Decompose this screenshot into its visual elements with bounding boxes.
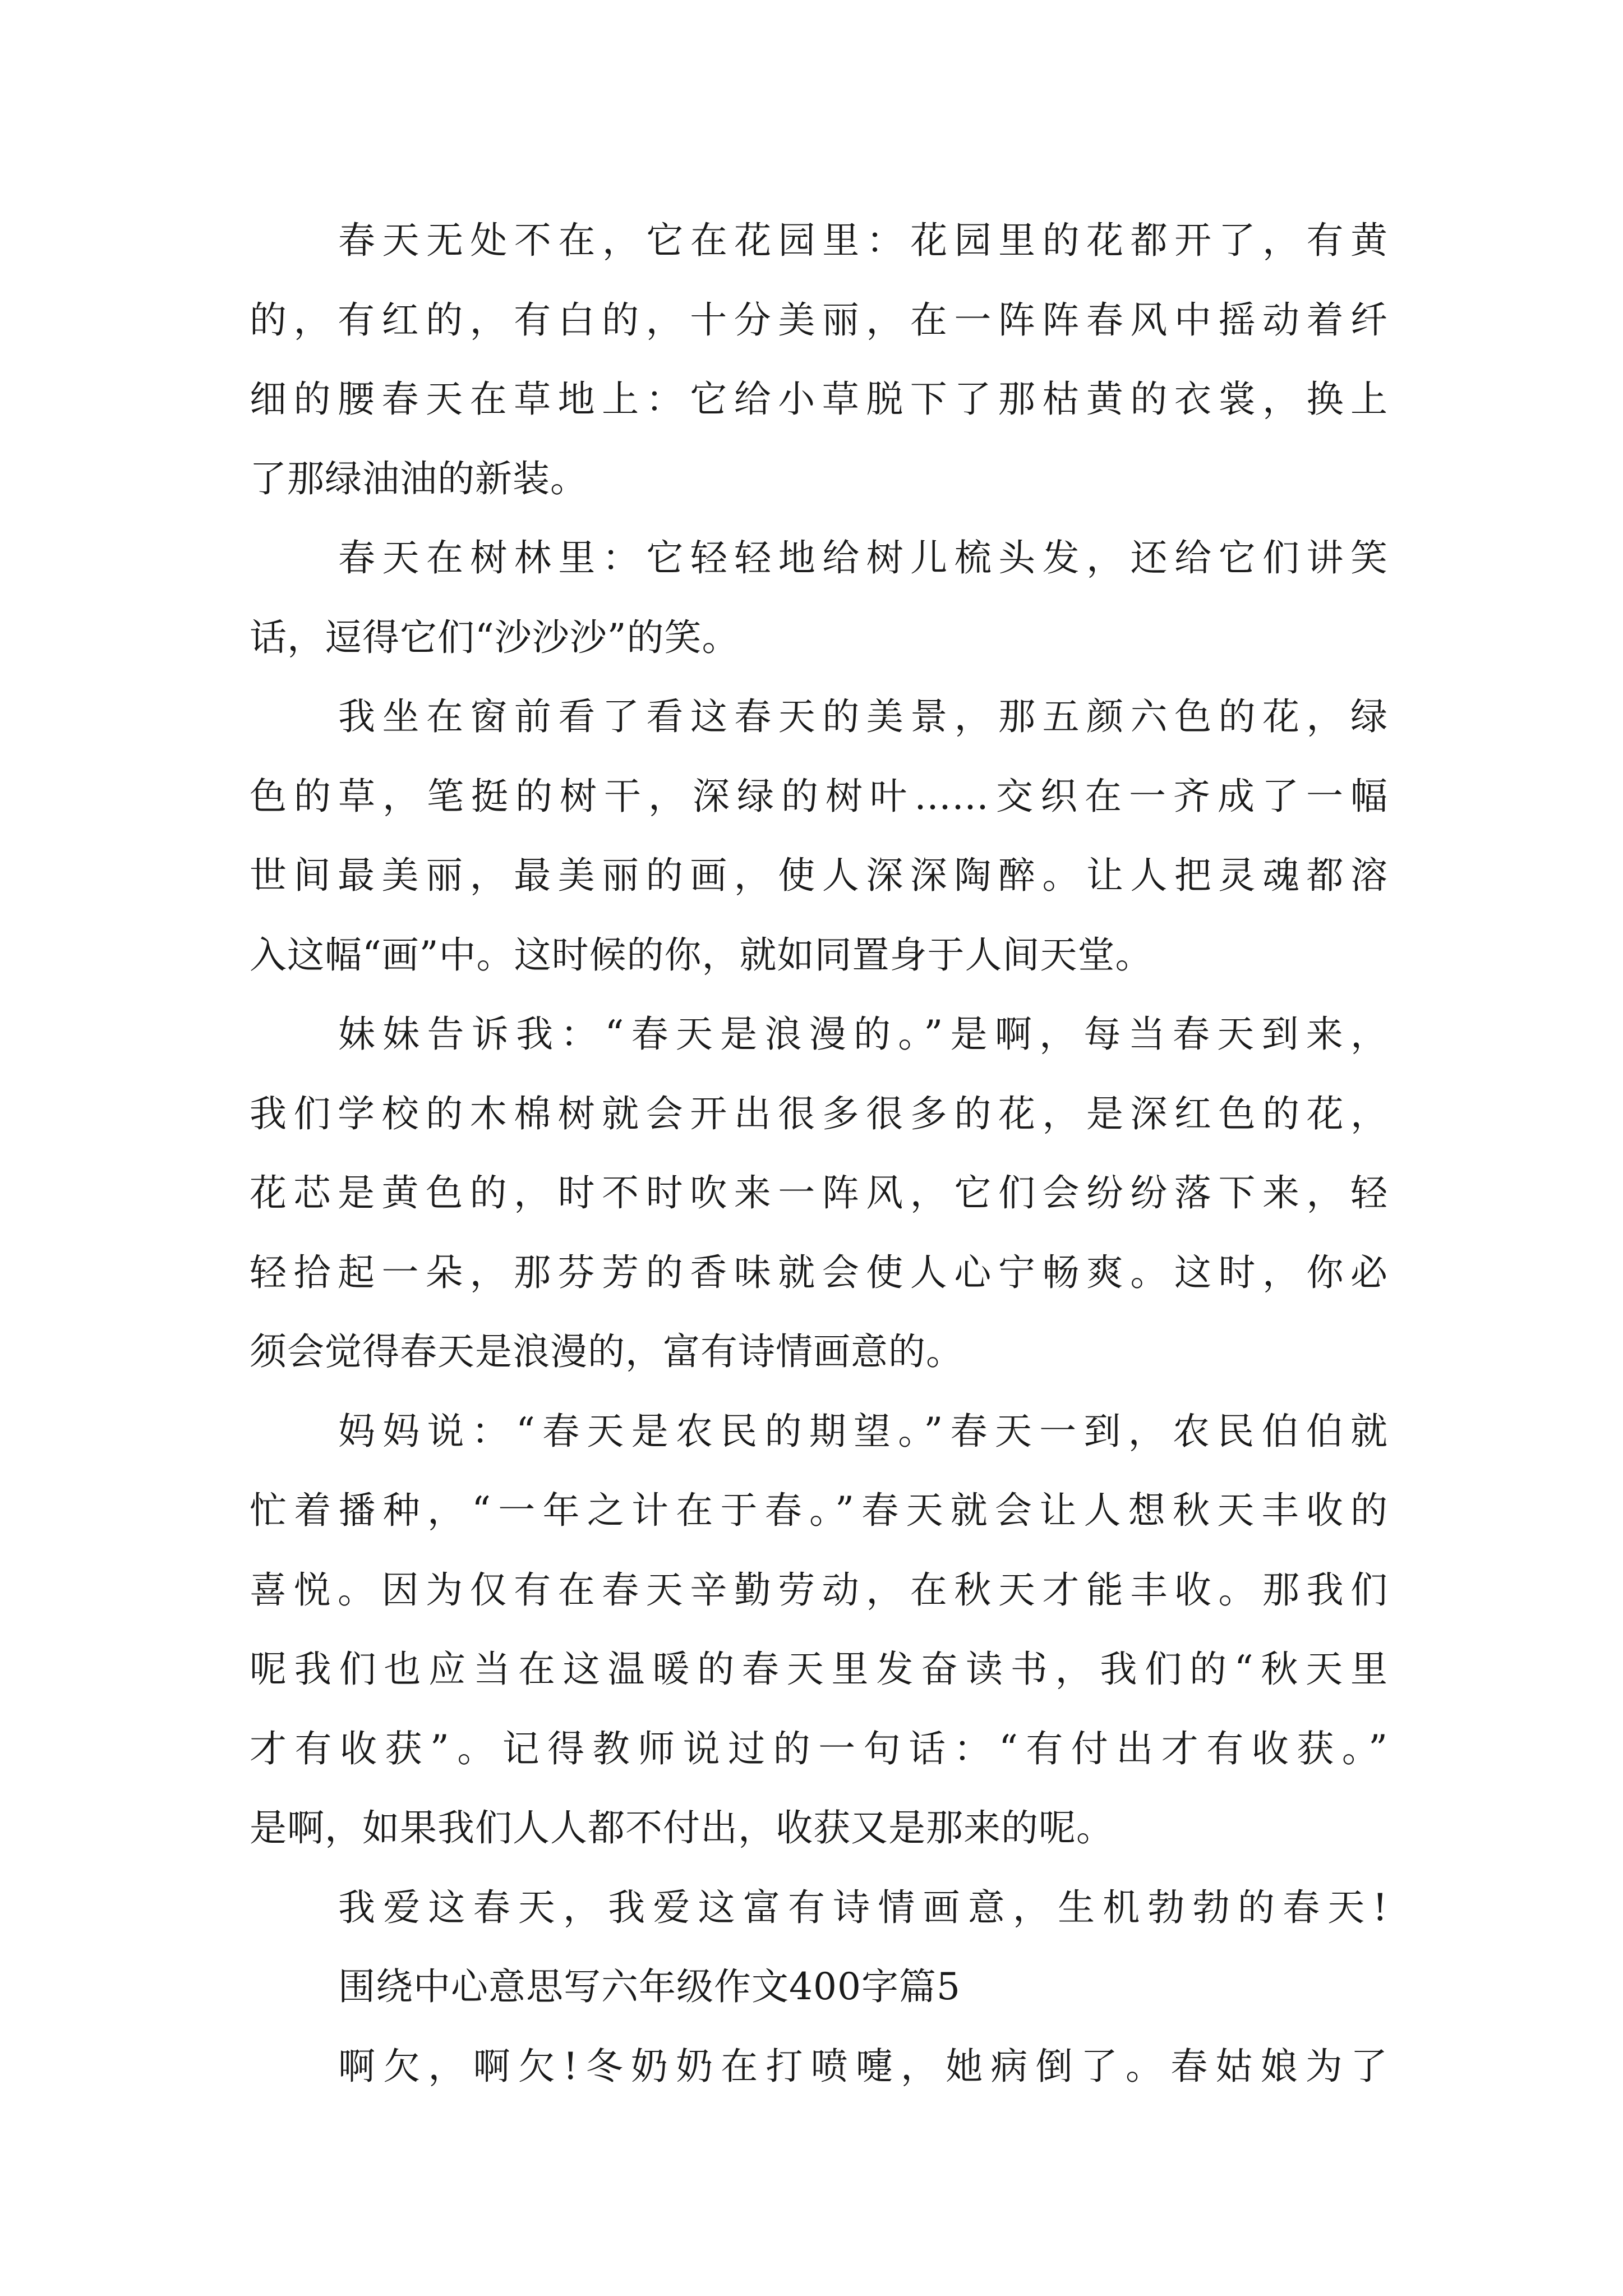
- text-line: 世间最美丽，最美丽的画，使人深深陶醉。让人把灵魂都溶: [250, 854, 1388, 897]
- text-line: 话，逗得它们“沙沙沙”的笑。: [250, 615, 740, 659]
- text-line: 春天无处不在，它在花园里：花园里的花都开了，有黄: [338, 219, 1388, 262]
- text-line: 啊欠，啊欠!冬奶奶在打喷嚏，她病倒了。春姑娘为了: [338, 2044, 1388, 2088]
- document-body: [250, 201, 1388, 2106]
- text-line: 才有收获”。记得教师说过的一句话：“有付出才有收获。”: [250, 1727, 1388, 1770]
- text-line: 春天在树林里：它轻轻地给树儿梳头发，还给它们讲笑: [338, 536, 1388, 579]
- text-line: 轻拾起一朵，那芬芳的香味就会使人心宁畅爽。这时，你必: [250, 1250, 1388, 1294]
- text-line: 我爱这春天，我爱这富有诗情画意，生机勃勃的春天!: [338, 1885, 1388, 1929]
- text-line: 的，有红的，有白的，十分美丽，在一阵阵春风中摇动着纤: [250, 298, 1388, 342]
- text-line: 入这幅“画”中。这时候的你，就如同置身于人间天堂。: [250, 933, 1153, 977]
- text-line: 妈妈说：“春天是农民的期望。”春天一到，农民伯伯就: [338, 1409, 1388, 1453]
- text-line: 呢我们也应当在这温暖的春天里发奋读书，我们的“秋天里: [250, 1648, 1388, 1691]
- text-line: 细的腰春天在草地上：它给小草脱下了那枯黄的衣裳，换上: [250, 378, 1388, 421]
- text-line: 妹妹告诉我：“春天是浪漫的。”是啊，每当春天到来，: [338, 1013, 1388, 1056]
- text-line: 忙着播种，“一年之计在于春。”春天就会让人想秋天丰收的: [250, 1489, 1388, 1532]
- text-line: 是啊，如果我们人人都不付出，收获又是那来的呢。: [250, 1806, 1114, 1849]
- text-line: 喜悦。因为仅有在春天辛勤劳动，在秋天才能丰收。那我们: [250, 1568, 1388, 1612]
- text-line: 色的草，笔挺的树干，深绿的树叶……交织在一齐成了一幅: [250, 774, 1388, 818]
- text-line: 须会觉得春天是浪漫的，富有诗情画意的。: [250, 1330, 963, 1373]
- text-line: 我坐在窗前看了看这春天的美景，那五颜六色的花，绿: [338, 695, 1388, 738]
- text-line: 花芯是黄色的，时不时吹来一阵风，它们会纷纷落下来，轻: [250, 1171, 1388, 1214]
- text-line: 我们学校的木棉树就会开出很多很多的花，是深红色的花，: [250, 1092, 1388, 1135]
- section-heading: 围绕中心意思写六年级作文400字篇5: [338, 1965, 961, 2008]
- text-line: 了那绿油油的新装。: [250, 457, 588, 500]
